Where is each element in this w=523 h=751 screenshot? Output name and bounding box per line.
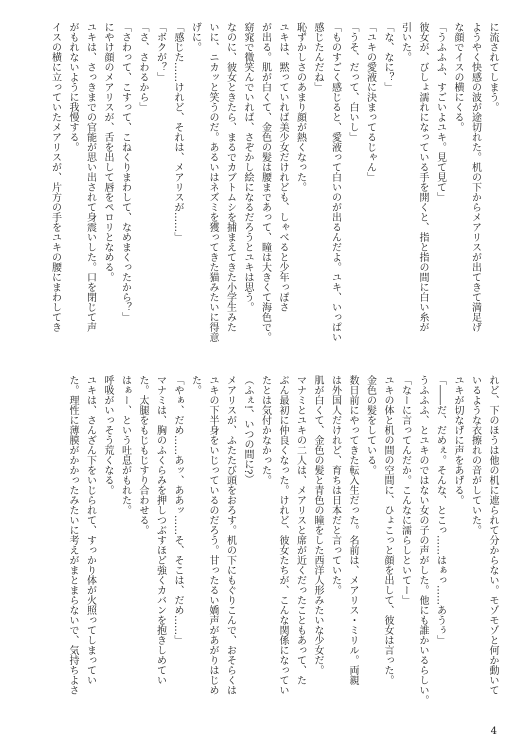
text-line: 彼女が、びしょ濡れになっている手を開くと、指と指の間に白い糸が [417, 22, 428, 332]
text-line: いに、ニカッと笑うのだ。あるいはネズミを獲ってきた猫みたいに得意 [207, 22, 218, 342]
text-line: がもれないように我慢する。 [67, 22, 78, 152]
text-line: ぶん最初に仲良くなった。けれど、彼女たちが、こんな関係になってい [277, 375, 288, 695]
text-column-bottom [49, 375, 501, 705]
text-line: マナミは、胸のふくらみを押しつぶすほど強くカバンを抱きしめてい [154, 375, 166, 685]
text-line: 「ボクが？」 [154, 22, 166, 82]
text-line: ユキの下半身をいじっているのだろう。甘ったるい嬌声があがりはじめ [207, 375, 218, 695]
text-line: が出る。肌が白くて、金色の髪は腰まであって、瞳は大きくて海色で。 [259, 22, 271, 342]
text-line: （ふぇ!、いつの間に?） [242, 375, 253, 485]
text-line: 感じたんだね」 [312, 22, 323, 92]
text-line: 「な、なに？」 [382, 22, 393, 92]
text-line: 金色の髪をしている。 [364, 375, 376, 475]
text-line: れど、下のほうは他の机に遮られて分からない。モゾモゾと何か動いて [487, 375, 498, 695]
text-line: 「ユキの愛液に決まってるじゃん」 [364, 22, 376, 182]
text-line: た。太腿をもじもじすり合わせる。 [137, 375, 148, 535]
text-line: た。 [189, 375, 201, 395]
text-column-top [49, 22, 501, 352]
text-line: 肌が白くて、金色の髪と青色の瞳をした西洋人形みたいな少女だ。 [312, 375, 323, 675]
text-line: たとは気付かなかった。 [259, 375, 271, 485]
text-line: なのに、彼女ときたら、まるでカブトムシを捕まえてきた小学生みた [224, 22, 236, 332]
text-line: 「うそ、だって、白いし」 [347, 22, 358, 142]
text-line: ユキの体と机の間の空間に、ひょこっと顔を出して、彼女は言った。 [382, 375, 393, 685]
text-line: 「うふふふ、すごいよユキ。見て見て」 [434, 22, 446, 202]
text-line: は外国人だけれど、育ちは日本だと言っていた。 [329, 375, 341, 595]
text-line: 「感じた……けれど、それは、メアリスが……」 [172, 22, 183, 242]
text-line: な顔でイスの横にくる。 [452, 22, 463, 132]
text-line: 数日前にやってきた転入生だった。名前は、メアリス・ミリル。両親 [347, 375, 358, 685]
text-line: 「やぁ、だめ……あッ、ああッ……そ、そこは、だめ……」 [172, 375, 183, 645]
text-line: げに。 [189, 22, 201, 52]
text-line: うふふふ、とユキのではない女の子の声がした。他にも誰かいるらしい。 [417, 375, 428, 705]
text-line: 「――だ、だめぇ。そんな、とこっ……はぁっ……あうぅ」 [434, 375, 446, 645]
text-line: 「さわって、こすって、こねくりまわして、なめまくったから？」 [119, 22, 131, 322]
text-line: 引いた。 [399, 22, 411, 62]
text-line: ユキは、さっきまでの官能が思い出されて身震いした。口を閉じて声 [84, 22, 96, 332]
text-line: 呼吸がいっそう荒くなる。 [102, 375, 113, 495]
text-line: 窈窕で微笑んでいれば、さぞかし絵になるだろうとユキは思う。 [242, 22, 253, 312]
text-line: いるような衣擦れの音がしていた。 [469, 375, 481, 535]
text-line: にやけ顔のメアリスが、舌を出して唇をペロリとなめる。 [102, 22, 113, 282]
text-line: 「さ、さわるから」 [137, 22, 148, 112]
text-line: ユキは、さんざん下をいじられて、すっかり体が火照ってしまってい [84, 375, 96, 685]
text-line: 「なーに言ってんだか。こんなに濡らしといてー」 [399, 375, 411, 605]
text-line: イスの横に立っていたメアリスが、片方の手をユキの腰にまわしてき [49, 22, 61, 332]
text-line: はぁー、という吐息がもれた。 [119, 375, 131, 515]
text-line: 「ものすごく感じると、愛液って白いのが出るんだよ。ユキ、いっぱい [329, 22, 341, 342]
text-line: マナミとユキの二人は、メアリスと席が近くだったこともあって、た [294, 375, 306, 685]
text-line: 恥ずかしさのあまり顔が熱くなった。 [294, 22, 306, 192]
text-line: ようやく快感の波が途切れた。机の下からメアリスが出てきて満足げ [469, 22, 481, 332]
text-line: ユキが切なげに声をあげる。 [452, 375, 463, 505]
page-number: 4 [490, 726, 497, 737]
text-line: メアリスが、ふたたび頭をおろす。机の下にもぐりこんで、おそらくは [224, 375, 236, 695]
text-line: に流されてしまう。 [487, 22, 498, 112]
text-line: ユキは、黙っていれば美少女だけれども、しゃべると少年っぽさ [277, 22, 288, 312]
text-line: た。理性に薄膜がかかったみたいに考えがまとまらないで、気持ちよさ [67, 375, 78, 695]
